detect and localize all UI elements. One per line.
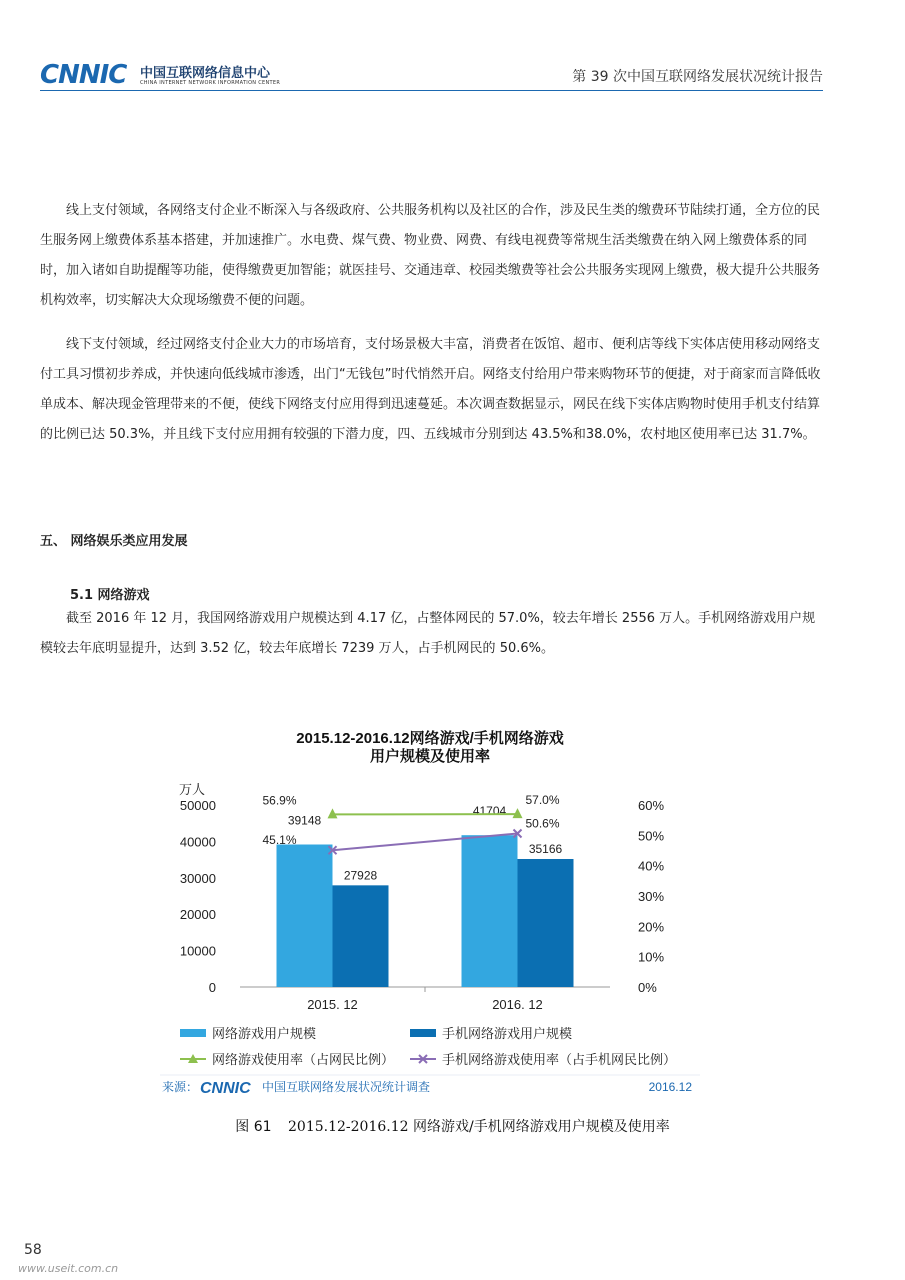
bar-value-label: 39148 [287, 813, 322, 828]
legend-label: 网络游戏用户规模 [212, 1026, 317, 1041]
line-point-marker [513, 808, 523, 818]
y-axis-unit: 万人 [178, 782, 206, 797]
y-right-tick-label: 40% [638, 858, 665, 874]
bar-value-label: 35166 [528, 841, 563, 856]
bar [518, 859, 574, 987]
subsection-heading: 5.1 网络游戏 [70, 588, 150, 603]
caption-text: 网络游戏/手机网络游戏用户规模及使用率 [412, 1119, 670, 1135]
source-logo: CNNIC [200, 1080, 251, 1097]
section-heading: 五、 网络娱乐类应用发展 [40, 534, 188, 549]
legend-swatch [410, 1029, 436, 1037]
y-left-tick-label: 40000 [179, 834, 216, 850]
source-date: 2016.12 [648, 1080, 692, 1094]
y-left-tick-label: 10000 [179, 943, 216, 959]
chart-svg [140, 700, 720, 1108]
legend-label: 网络游戏使用率（占网民比例） [212, 1052, 395, 1067]
y-right-tick-label: 60% [638, 798, 665, 813]
y-left-tick-label: 50000 [179, 798, 216, 813]
chart-title-line1: 2015.12-2016.12网络游戏/手机网络游戏 [296, 730, 564, 747]
page-header [40, 58, 823, 90]
paragraph-online-payment: 线上支付领域，各网络支付企业不断深入与各级政府、公共服务机构以及社区的合作，涉及民生类的缴费环节陆续打通，全方位的民生服务网上缴费体系基本搭建，并加速推广。水电费、煤气费、物业费、网费、有线电视费等常规生活类缴费在纳入网上缴费体系的同时，加入诸如自助提醒等功能，使得缴费更加智能；就医挂号、交通违章、校园类缴费等社会公共服务实现网上缴费，极大提升公共服务机构效率，切实解决大众现场缴费不便的问题。 [40, 203, 821, 308]
page-number: 58 [24, 1242, 42, 1258]
line-value-label: 45.1% [262, 833, 297, 848]
chart-figure [140, 700, 720, 1108]
caption-number: 图 61 [235, 1119, 272, 1135]
bar [333, 885, 389, 987]
y-left-tick-label: 0 [208, 980, 216, 995]
paragraph-online-games: 截至 2016 年 12 月，我国网络游戏用户规模达到 4.17 亿，占整体网民的 57.0%，较去年增长 2556 万人。手机网络游戏用户规模较去年底明显提升，达到 3.52 亿，较去年底增长 7239 万人，占手机网民的 50.6%。 [40, 611, 816, 656]
chart-title-line2: 用户规模及使用率 [369, 748, 491, 765]
line-value-label: 56.9% [262, 793, 297, 808]
bar [277, 845, 333, 987]
paragraph-offline-payment: 线下支付领域，经过网络支付企业大力的市场培育，支付场景极大丰富，消费者在饭馆、超市、便利店等线下实体店使用移动网络支付工具习惯初步养成，并快速向低线城市渗透，出门“无钱包”时代悄然开启。网络支付给用户带来购物环节的便捷，对于商家而言降低收单成本、解决现金管理带来的不便，使线下网络支付应用得到迅速蔓延。本次调查数据显示，网民在线下实体店购物时使用手机支付结算的比例已达 50.3%，并且线下支付应用拥有较强的下潜力度，四、五线城市分别到达 43.5%和38.0%，农村地区使用率已达 31.7%。 [40, 337, 821, 442]
x-tick-label: 2015. 12 [307, 997, 358, 1012]
y-left-tick-label: 30000 [179, 870, 216, 886]
watermark-url: www.useit.com.cn [18, 1262, 119, 1275]
bar-value-label: 27928 [343, 868, 378, 883]
org-name-en: CHINA INTERNET NETWORK INFORMATION CENTER [140, 80, 281, 86]
caption-range: 2015.12-2016.12 [288, 1119, 409, 1135]
y-right-tick-label: 0% [638, 980, 657, 995]
legend-swatch [180, 1029, 206, 1037]
legend-label: 手机网络游戏使用率（占手机网民比例） [442, 1052, 677, 1067]
y-right-tick-label: 30% [638, 889, 665, 904]
header-divider [40, 90, 823, 91]
y-right-tick-label: 50% [638, 828, 665, 844]
line-value-label: 57.0% [525, 793, 560, 808]
cnnic-logo: CNNIC [40, 60, 127, 90]
bar-value-label: 41704 [472, 804, 507, 819]
line-value-label: 50.6% [525, 816, 560, 831]
y-right-tick-label: 20% [638, 919, 665, 935]
x-tick-label: 2016. 12 [492, 997, 543, 1012]
org-name-cn: 中国互联网络信息中心 [140, 66, 271, 81]
y-left-tick-label: 20000 [179, 907, 216, 923]
y-right-tick-label: 10% [638, 949, 665, 965]
bar [462, 835, 518, 987]
source-prefix: 来源： [162, 1080, 199, 1094]
source-text: 中国互联网络发展状况统计调查 [262, 1080, 431, 1094]
legend-label: 手机网络游戏用户规模 [442, 1026, 573, 1041]
figure-caption [0, 1116, 905, 1136]
report-title: 第 39 次中国互联网络发展状况统计报告 [572, 69, 823, 85]
